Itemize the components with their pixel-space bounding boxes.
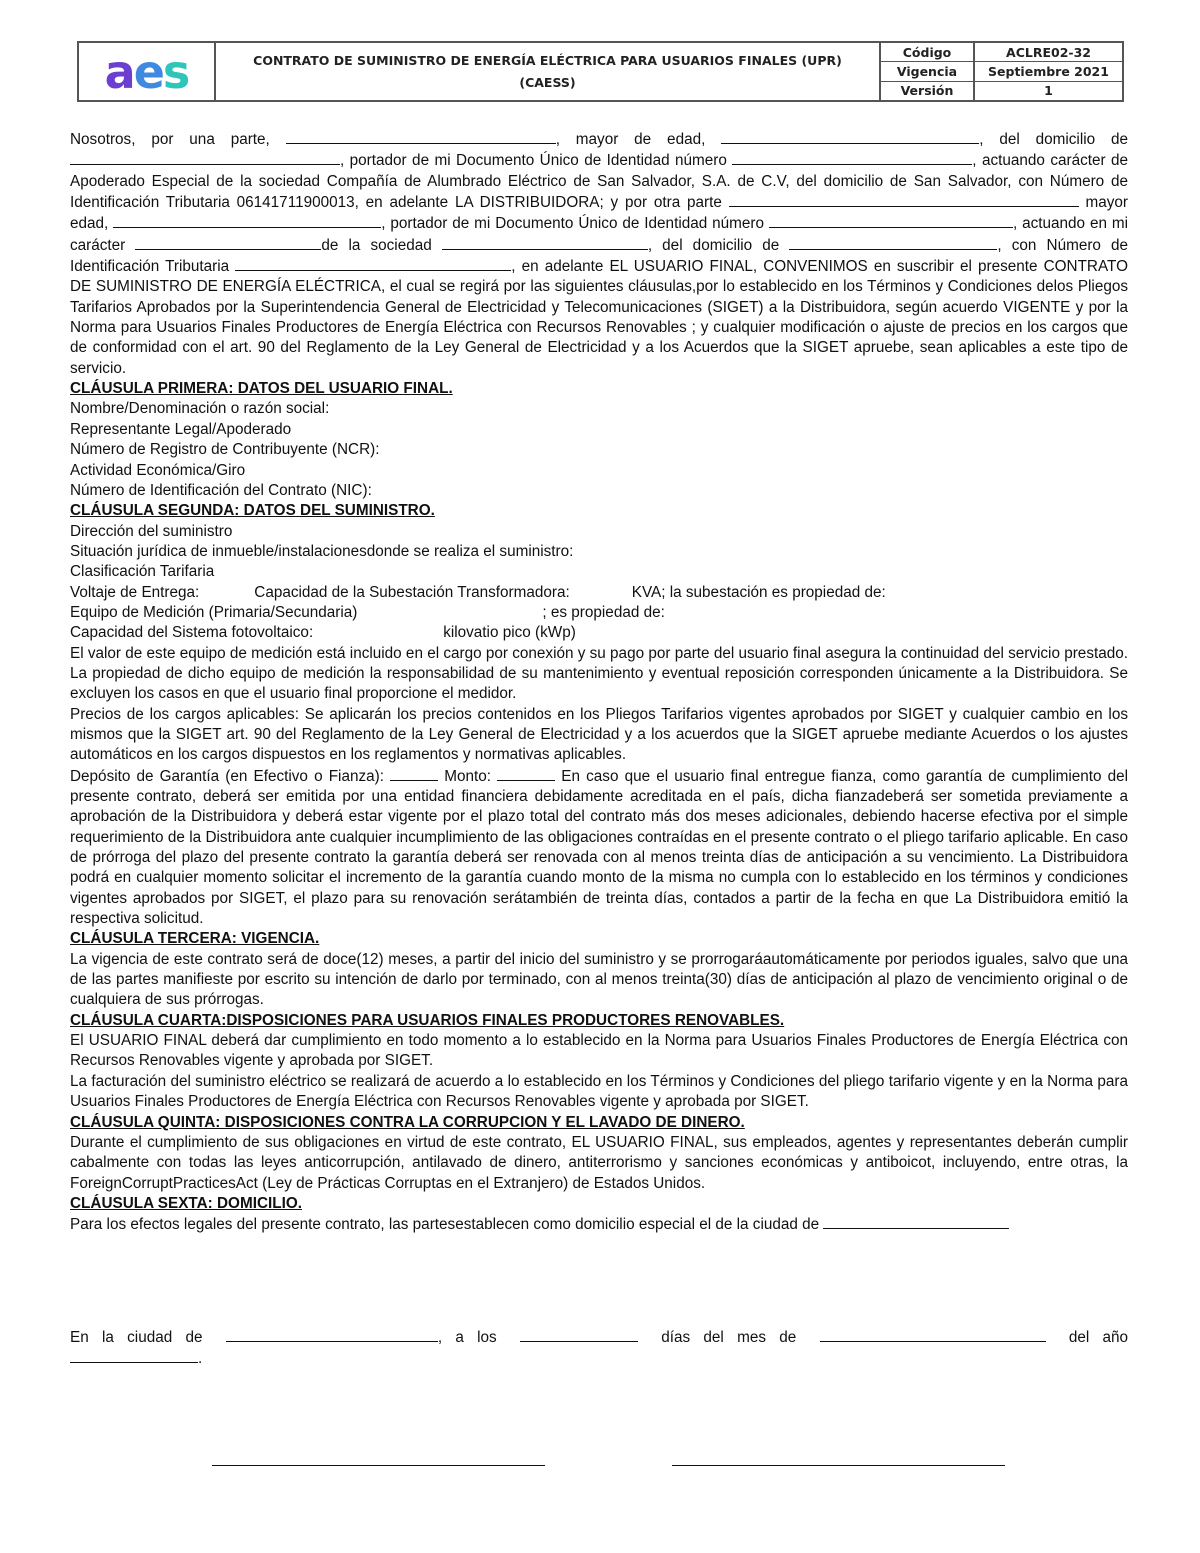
year-blank[interactable]: [70, 1348, 198, 1363]
c1-line: Número de Identificación del Contrato (NIC):: [70, 481, 372, 499]
meta-key: Vigencia: [881, 62, 975, 80]
clause-5-title: CLÁUSULA QUINTA: DISPOSICIONES CONTRA LA CORRUPCION Y EL LAVADO DE DINERO.: [70, 1113, 745, 1131]
document-meta-table: [881, 43, 1122, 100]
c4-paragraph: La facturación del suministro eléctrico se realizará de acuerdo a lo establecido en los Términos y Condiciones del pliego tarifario vigente y en la Norma para Usuarios Finales Productores de Energía Eléctrica con Recursos Renovables vigente y aprobada por SIGET.: [70, 1072, 1128, 1111]
c1-line: Nombre/Denominación o razón social:: [70, 400, 330, 418]
c2-meter-line: [70, 603, 1128, 623]
dui-blank[interactable]: [732, 150, 972, 165]
c3-paragraph: La vigencia de este contrato será de doce(12) meses, a partir del inicio del suministro y se prorrogaráautomáticamente por periodos iguales, salvo que una de las partes manifieste por escrito su intención de darlo por terminado, con al menos treinta(30) días de anticipación al plazo de vencimiento original o de cualquiera de sus prórrogas.: [70, 950, 1128, 1009]
clause-3-title: CLÁUSULA TERCERA: VIGENCIA.: [70, 930, 320, 948]
meta-row-vigencia: [881, 62, 1122, 81]
intro-text: , mayor de edad,: [555, 131, 706, 148]
intro-text: , actuando en mi carácter: [70, 215, 1129, 254]
intro-text: Nosotros, por una parte,: [70, 131, 270, 148]
c2-text: Depósito de Garantía (en Efectivo o Fianza):: [70, 767, 384, 785]
clause-2-title: CLÁUSULA SEGUNDA: DATOS DEL SUMINISTRO.: [70, 502, 435, 520]
c2-text: Monto:: [444, 767, 492, 785]
intro-text: de la sociedad: [321, 236, 432, 254]
intro-text: , en adelante EL USUARIO FINAL, CONVENIMOS en suscribir el presente CONTRATO DE SUMINISTRO DE ENERGÍA ELÉCTRICA, el cual se regirá por las siguientes cláusulas,por lo establecido en los Términos y Condiciones delos Pliegos Tarifarios Aprobados por la Superintendencia General de Electricidad y Telecomunicaciones (SIGET) a la Distribuidora, según acuerdo VIGENTE y por la Norma para Usuarios Finales Productores de Energía Eléctrica con Recursos Renovables ; y cualquier modificación o ajuste de precios en los cargos que de conformidad con el art. 90 del Reglamento de la Ley General de Electricidad y a los Acuerdos que la SIGET apruebe, sean aplicables a este tipo de servicio.: [70, 258, 1129, 377]
meta-key: Código: [881, 43, 975, 61]
c2-voltage-line: [70, 583, 1128, 603]
c2-paragraph: El valor de este equipo de medición está incluido en el cargo por conexión y su pago por parte del usuario final asegura la continuidad del servicio prestado. La propiedad de dicho equipo de medición la responsabilidad de su mantenimiento y eventual reposición corresponden únicamente a la Distribuidora. Se excluyen los casos en que el usuario final proporcione el medidor.: [70, 644, 1128, 703]
c2-text: En caso que el usuario final entregue fianza, como garantía de cumplimiento del presente contrato, deberá ser emitida por una entidad financiera debidamente acreditada en el país, dicha fianzadeberá ser sometida previamente a aprobación de la Distribuidora y deberá estar vigente por el plazo total del contrato más dos meses adicionales, debiendo hacerse efectiva por el simple requerimiento de la Distribuidora ante cualquier incumplimiento de las obligaciones contraídas en el presente contrato o el pliego tarifario aplicable. En caso de prórroga del plazo del presente contrato la garantía deberá ser renovada con al menos treinta días de anticipación a su vencimiento. La Distribuidora podrá en cualquier momento solicitar el incremento de la garantía cuando monto de la misma no cumpla con lo establecido en los términos y condiciones vigentes aprobados por SIGET, el plazo para su renovación serátambién de treinta días, contados a partir de la fecha en que La Distribuidora emitió la respectiva solicitud.: [70, 767, 1129, 928]
user-name-blank[interactable]: [729, 192, 1079, 207]
document-title: [216, 43, 881, 100]
capacity-blank[interactable]: [135, 235, 321, 250]
c2-text: ; es propiedad de:: [542, 603, 665, 621]
meta-value: Septiembre 2021: [988, 63, 1109, 79]
meta-value: 1: [1044, 83, 1053, 99]
user-age-blank[interactable]: [113, 213, 381, 228]
clause-1-title: CLÁUSULA PRIMERA: DATOS DEL USUARIO FINAL.: [70, 380, 453, 398]
name-blank[interactable]: [286, 129, 556, 144]
deposit-type-blank[interactable]: [390, 766, 438, 781]
intro-paragraph: [70, 129, 1128, 379]
intro-text: , del domicilio de: [979, 131, 1129, 148]
meta-row-version: [881, 82, 1122, 100]
c2-pv-line: [70, 623, 1128, 643]
aes-logo: aes: [104, 44, 189, 99]
c5-paragraph: Durante el cumplimiento de sus obligaciones en virtud de este contrato, EL USUARIO FINAL, sus empleados, agentes y representantes deberán cumplir cabalmente con todas las leyes anticorrupción, antilavado de dinero, antiterrorismo y sanciones económicas y antiboicot, incluyendo, entre otras, la ForeignCorruptPracticesAct (Ley de Prácticas Corruptas en el Extranjero) de Estados Unidos.: [70, 1133, 1128, 1192]
c2-text: KVA; la subestación es propiedad de:: [631, 583, 886, 601]
document-header: [77, 41, 1124, 102]
date-text: En la ciudad de: [70, 1329, 203, 1346]
intro-text: mayor edad,: [70, 194, 1129, 233]
company-blank[interactable]: [442, 235, 648, 250]
c2-text: Equipo de Medición (Primaria/Secundaria): [70, 603, 358, 621]
c2-paragraph: Precios de los cargos aplicables: Se aplicarán los precios contenidos en los Pliegos Tarifarios vigentes aprobados por SIGET y cualquier cambio en los mismos que la SIGET art. 90 del Reglamento de la Ley General de Electricidad y a los acuerdos que la SIGET apruebe mediante Acuerdos o los ajustes automáticos en los cargos dispuestos en los reglamentos y normativas aplicables.: [70, 705, 1128, 764]
title-line-2: (CAESS): [519, 74, 576, 90]
signature-line-distribuidora[interactable]: [212, 1465, 545, 1466]
c2-text: Capacidad de la Subestación Transformadora:: [254, 583, 570, 601]
date-line: [70, 1327, 1128, 1370]
company-domicile-blank[interactable]: [789, 235, 997, 250]
date-text: días del mes de: [661, 1329, 797, 1346]
c2-deposit-paragraph: [70, 766, 1128, 930]
meta-row-codigo: [881, 43, 1122, 62]
date-text: del año: [1068, 1329, 1129, 1346]
day-blank[interactable]: [520, 1327, 638, 1342]
c2-text: Voltaje de Entrega:: [70, 583, 200, 601]
meta-key: Versión: [881, 82, 975, 100]
date-text: .: [198, 1350, 203, 1368]
city-blank[interactable]: [226, 1327, 438, 1342]
c2-line: Situación jurídica de inmueble/instalacionesdonde se realiza el suministro:: [70, 542, 574, 560]
c1-line: Actividad Económica/Giro: [70, 461, 246, 479]
c2-text: Capacidad del Sistema fotovoltaico:: [70, 624, 314, 642]
clause-6-title: CLÁUSULA SEXTA: DOMICILIO.: [70, 1194, 302, 1212]
logo-cell: [79, 43, 216, 100]
contract-body: [70, 129, 1128, 1236]
domicile-blank[interactable]: [70, 150, 340, 165]
c1-line: Número de Registro de Contribuyente (NCR):: [70, 441, 380, 459]
meta-value: ACLRE02-32: [1006, 44, 1091, 60]
intro-text: , con Número de Identificación Tributaria: [70, 236, 1129, 276]
c1-line: Representante Legal/Apoderado: [70, 420, 292, 438]
c6-text: Para los efectos legales del presente contrato, las partesestablecen como domicilio especial el de la ciudad de: [70, 1216, 820, 1234]
month-blank[interactable]: [820, 1327, 1046, 1342]
c6-paragraph: [70, 1214, 1128, 1235]
nit-blank[interactable]: [235, 256, 511, 271]
date-text: , a los: [437, 1329, 497, 1346]
c4-paragraph: El USUARIO FINAL deberá dar cumplimiento en todo momento a lo establecido en la Norma para Usuarios Finales Productores de Energía Eléctrica con Recursos Renovables vigente y aprobada por SIGET.: [70, 1032, 1128, 1070]
amount-blank[interactable]: [497, 766, 555, 781]
intro-text: , portador de mi Documento Único de Identidad número: [381, 215, 765, 233]
intro-text: , actuando carácter de Apoderado Especial de la sociedad Compañía de Alumbrado Eléctrico de San Salvador, S.A. de C.V, del domicilio de San Salvador, con Número de Identificación Tributaria 06141711900013, en adelante LA DISTRIBUIDORA; y por otra parte: [70, 152, 1129, 212]
city-domicile-blank[interactable]: [823, 1214, 1009, 1229]
c2-line: Dirección del suministro: [70, 522, 233, 540]
signature-line-usuario[interactable]: [672, 1465, 1005, 1466]
age-blank[interactable]: [721, 129, 979, 144]
c2-text: kilovatio pico (kWp): [443, 624, 576, 642]
intro-text: , portador de mi Documento Único de Identidad número: [340, 152, 727, 170]
c2-line: Clasificación Tarifaria: [70, 563, 215, 581]
user-dui-blank[interactable]: [769, 213, 1013, 228]
title-line-1: CONTRATO DE SUMINISTRO DE ENERGÍA ELÉCTRICA PARA USUARIOS FINALES (UPR): [253, 52, 842, 68]
intro-text: , del domicilio de: [647, 236, 780, 254]
clause-4-title: CLÁUSULA CUARTA:DISPOSICIONES PARA USUARIOS FINALES PRODUCTORES RENOVABLES.: [70, 1011, 785, 1029]
